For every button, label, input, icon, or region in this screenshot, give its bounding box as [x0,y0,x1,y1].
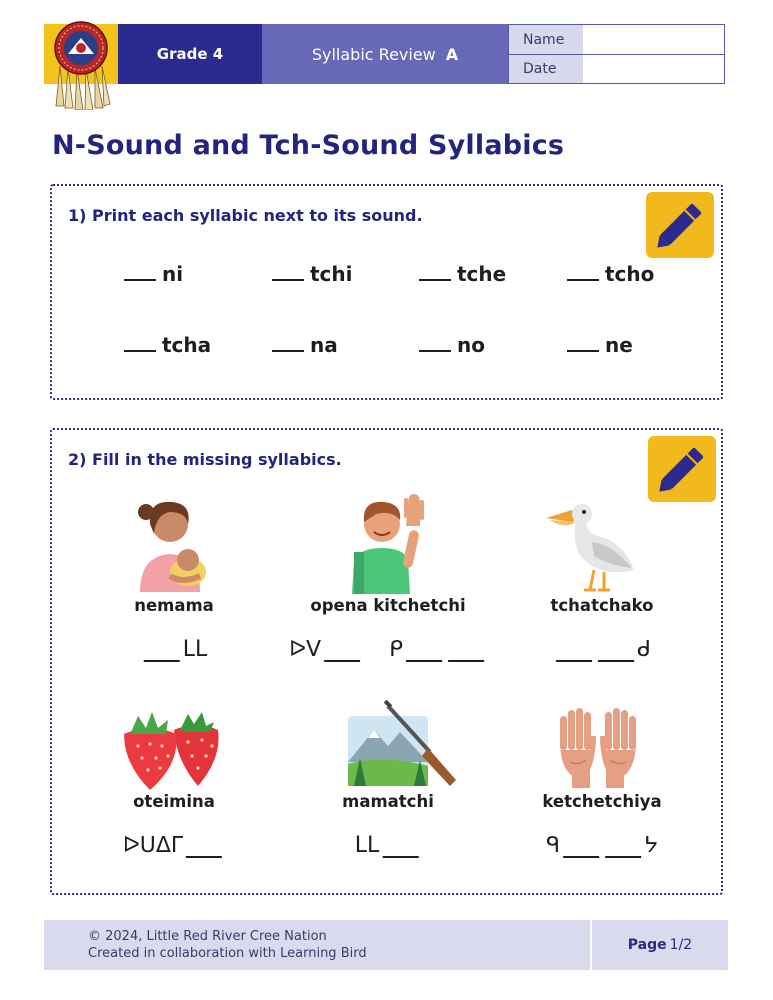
sound-item: na [272,333,338,357]
hunting-rifle-icon [344,700,462,792]
answer-blank[interactable] [605,838,641,858]
name-field[interactable] [583,25,724,54]
sound-item: ne [567,333,633,357]
page-title: N-Sound and Tch-Sound Syllabics [52,130,565,161]
copyright-text: © 2024, Little Red River Cree Nation [88,929,327,944]
sound-item: ni [124,262,183,286]
date-label: Date [509,55,583,83]
footer-credits [88,928,367,962]
question-1: 1) Print each syllabic next to its sound. [68,206,423,225]
pencil-icon [648,436,716,502]
sound-item: tchi [272,262,353,286]
sound-item: tcho [567,262,654,286]
syllabic-row: LL [141,638,208,662]
word-label: mamatchi [342,792,434,811]
page-footer [44,920,728,970]
sound-item: tcha [124,333,211,357]
strawberries-icon [122,706,222,790]
collaboration-text: Created in collaboration with Learning Bird [88,946,367,961]
word-label: opena kitchetchi [310,596,466,615]
answer-blank[interactable] [124,350,156,352]
sound-item: no [419,333,485,357]
syllabic-row: LL [355,834,422,858]
date-field[interactable] [583,55,724,83]
review-banner [262,24,508,84]
pencil-icon [646,192,714,258]
syllabic-row: ᑯ [553,638,651,662]
nation-logo [44,14,118,110]
page-label: Page [627,937,667,953]
word-label: ketchetchiya [542,792,662,811]
name-label: Name [509,25,583,54]
answer-blank[interactable] [124,279,156,281]
word-label: nemama [134,596,214,615]
answer-blank[interactable] [186,838,222,858]
answer-blank[interactable] [382,838,418,858]
cupped-hands-icon [556,706,640,788]
answer-blank[interactable] [448,642,484,662]
grade-label: Grade 4 [118,24,262,84]
syllabic-row: ᐅᑌᐃᒥ [123,834,225,858]
section-fill-missing [50,428,723,895]
answer-blank[interactable] [272,279,304,281]
pencil-icon-box [648,436,716,502]
page-number [592,920,728,970]
review-version: A [445,44,459,64]
pelican-icon [542,496,642,594]
question-2: 2) Fill in the missing syllabics. [68,450,342,469]
answer-blank[interactable] [419,350,451,352]
answer-blank[interactable] [556,642,592,662]
answer-blank[interactable] [272,350,304,352]
section-print-syllabics [50,184,723,400]
pencil-icon-box [646,192,714,258]
word-label: oteimina [133,792,215,811]
mother-baby-icon [130,494,212,592]
syllabic-row: ᑫ ᔭ [546,833,658,858]
student-fields [508,24,725,84]
answer-blank[interactable] [406,642,442,662]
answer-blank[interactable] [144,642,180,662]
answer-blank[interactable] [567,279,599,281]
page-count: 1/2 [669,937,693,953]
sound-item: tche [419,262,506,286]
word-label: tchatchako [550,596,654,615]
answer-blank[interactable] [419,279,451,281]
answer-blank[interactable] [563,838,599,858]
answer-blank[interactable] [567,350,599,352]
answer-blank[interactable] [324,642,360,662]
syllabic-row: ᐅᐯ ᑭ [289,638,487,662]
review-title: Syllabic Review [311,44,436,64]
seal-icon [44,14,118,110]
boy-waving-icon [346,490,430,594]
answer-blank[interactable] [598,642,634,662]
